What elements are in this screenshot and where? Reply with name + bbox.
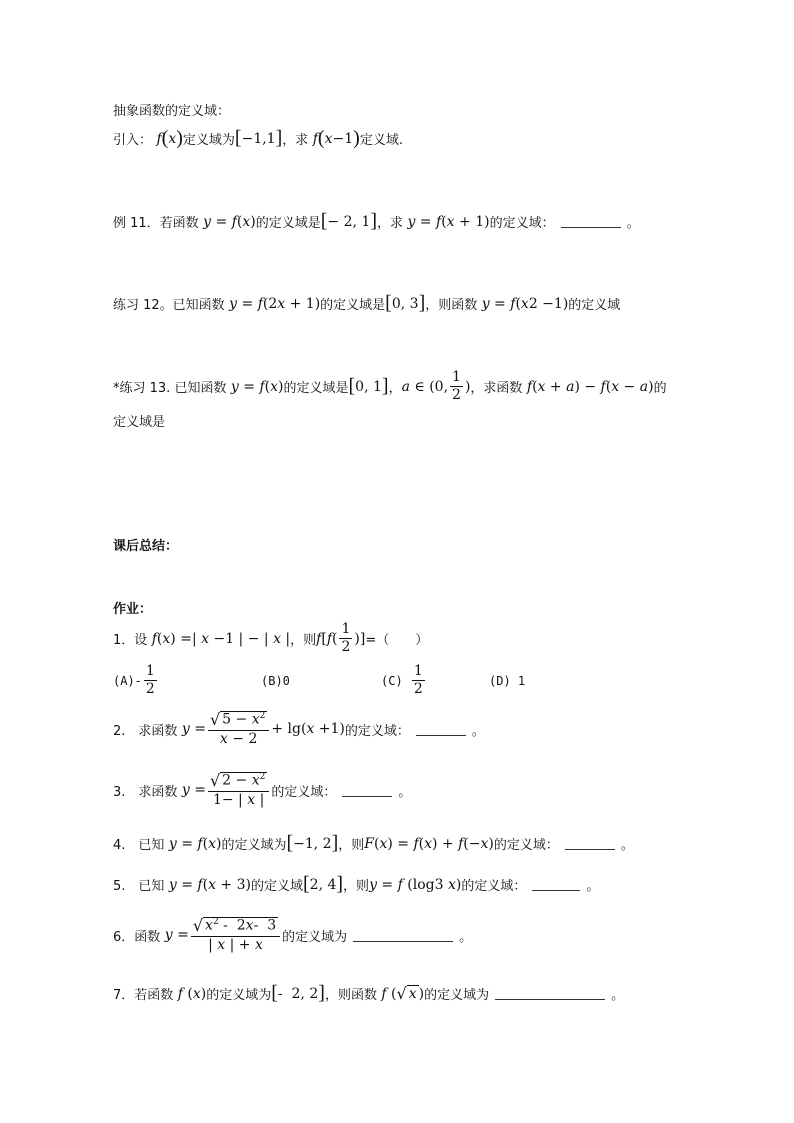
intro-line: 引入： f ( x ) 定义域为 [ −1,1 ] ，求 f ( x −1 ) 定义域.: [113, 127, 403, 149]
answer-blank[interactable]: [353, 929, 453, 942]
homework-q1: 1．设 f ( x ) =| x −1 | − | x | ，则 f [ f ( $\frac{1}{2}$ )] =（ ）: [113, 621, 429, 656]
section-title-summary: 课后总结：: [113, 539, 179, 554]
homework-q1-options: [113, 664, 525, 698]
answer-blank[interactable]: [565, 837, 615, 850]
section-title-abstract: 抽象函数的定义域：: [113, 104, 231, 119]
homework-q5: 5. 已知 y = f ( x + 3) 的定义域 [ 2, 4 ] ，则 y = f (log 3 x ) 的定义域： 。: [113, 873, 600, 895]
answer-blank[interactable]: [495, 987, 605, 1000]
homework-q3: 3. 求函数 y = √ $2 - x^2$ 1− | x | 的定义域： 。: [113, 771, 412, 809]
homework-q4: 4. 已知 y = f ( x ) 的定义域为 [ −1, 2 ] ，则 F ( x ) = f ( x ) + f (− x ) 的定义域： 。: [113, 832, 634, 854]
answer-blank[interactable]: [561, 215, 621, 228]
exercise-13: *练习 13. 已知函数 y = f ( x ) 的定义域是 [ 0, 1 ] ， a ∈ (0, $\frac{1}{2}$ ) ，求函数 f ( x + a ) − f ( x − a ) 的: [113, 369, 667, 404]
option-b[interactable]: (B)0: [261, 673, 290, 688]
homework-q2: 2. 求函数 y = √ $5 - x^2$ x − 2 + lg( x +1) 的定义域： 。: [113, 710, 485, 748]
section-title-homework: 作业：: [113, 602, 153, 617]
answer-blank[interactable]: [342, 784, 392, 797]
option-a[interactable]: (A)- $\frac{1}{2}$: [113, 663, 155, 698]
answer-blank[interactable]: [532, 878, 580, 891]
option-c[interactable]: (C) $\frac{1}{2}$: [381, 663, 423, 698]
answer-blank[interactable]: [416, 723, 466, 736]
homework-q6: 6．函数 y = √ $x^2 - 2x-$ 3 | x | + x 的定义域为 。: [113, 916, 473, 954]
option-d[interactable]: (D) 1: [489, 673, 526, 688]
exercise-13-line2: 定义域是: [113, 415, 166, 430]
example-11: 例 11．若函数 y = f ( x ) 的定义域是 [ − 2, 1 ] ，求 y = f ( x + 1) 的定义域： 。: [113, 210, 640, 232]
homework-q7: 7．若函数 f ( x ) 的定义域为 [ - 2, 2 ] ，则函数 f ( √ x ) 的定义域为 。: [113, 982, 625, 1004]
exercise-12: 练习 12。已知函数 y = f (2 x + 1) 的定义域是 [ 0, 3 ] ，则函数 y = f ( x 2 −1) 的定义域: [113, 292, 621, 314]
